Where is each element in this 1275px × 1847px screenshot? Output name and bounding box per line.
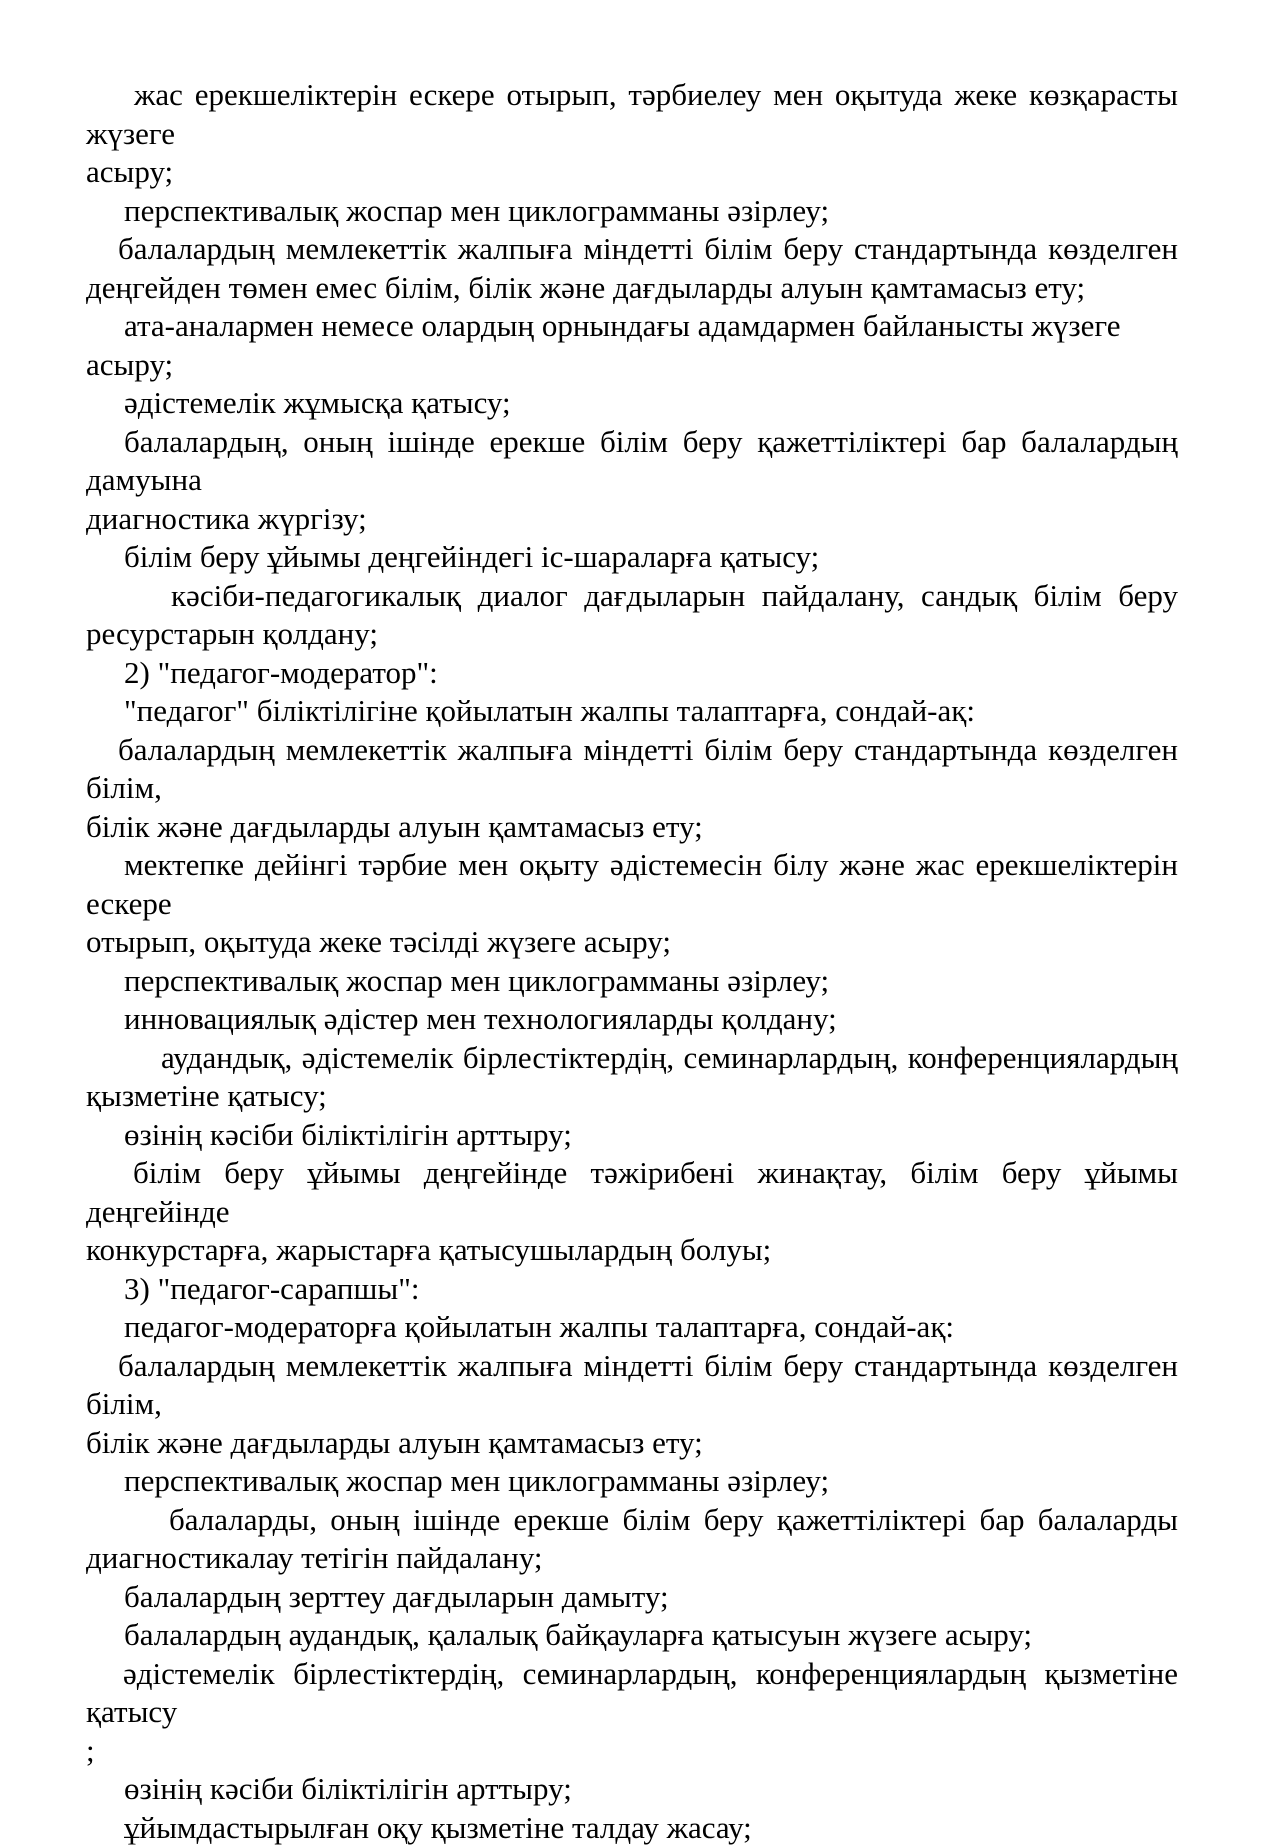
document-text-body xyxy=(86,76,1178,1847)
text-line-24: білім беру ұйымы деңгейінде тәжірибені жинақтау, білім беру ұйымы деңгейінде xyxy=(86,1154,1178,1231)
text-line-30: перспективалық жоспар мен циклограмманы әзірлеу; xyxy=(86,1462,1178,1501)
text-line-34: балалардың аудандық, қалалық байқауларға қатысуын жүзеге асыру; xyxy=(86,1616,1178,1655)
text-line-35: әдістемелік бірлестіктердің, семинарлардың, конференциялардың қызметіне қатысу xyxy=(86,1655,1178,1732)
text-line-9: диагностика жүргізу; xyxy=(86,500,1178,539)
text-line-11: кәсіби-педагогикалық диалог дағдыларын пайдалану, сандық білім беру xyxy=(86,577,1178,616)
text-line-10: білім беру ұйымы деңгейіндегі іс-шараларға қатысу; xyxy=(86,538,1178,577)
text-line-14: "педагог" біліктілігіне қойылатын жалпы талаптарға, сондай-ақ: xyxy=(86,692,1178,731)
text-line-27: педагог-модераторға қойылатын жалпы талаптарға, сондай-ақ: xyxy=(86,1308,1178,1347)
text-line-38: ұйымдастырылған оқу қызметіне талдау жасау; xyxy=(86,1809,1178,1847)
text-line-16: білік және дағдыларды алуын қамтамасыз ету; xyxy=(86,808,1178,847)
text-line-4: балалардың мемлекеттік жалпыға міндетті білім беру стандартында көзделген xyxy=(86,230,1178,269)
text-line-6: ата-аналармен немесе олардың орнындағы адамдармен байланысты жүзеге асыру; xyxy=(86,307,1178,384)
text-line-19: перспективалық жоспар мен циклограмманы әзірлеу; xyxy=(86,962,1178,1001)
text-line-23: өзінің кәсіби біліктілігін арттыру; xyxy=(86,1116,1178,1155)
text-line-29: білік және дағдыларды алуын қамтамасыз ету; xyxy=(86,1424,1178,1463)
text-line-26: 3) "педагог-сарапшы": xyxy=(86,1270,1178,1309)
text-line-13: 2) "педагог-модератор": xyxy=(86,654,1178,693)
text-line-3: перспективалық жоспар мен циклограмманы әзірлеу; xyxy=(86,192,1178,231)
text-line-33: балалардың зерттеу дағдыларын дамыту; xyxy=(86,1578,1178,1617)
text-line-21: аудандық, әдістемелік бірлестіктердің, семинарлардың, конференциялардың xyxy=(86,1039,1178,1078)
text-line-20: инновациялық әдістер мен технологияларды қолдану; xyxy=(86,1000,1178,1039)
text-line-17: мектепке дейінгі тәрбие мен оқыту әдістемесін білу және жас ерекшеліктерін ескере xyxy=(86,846,1178,923)
text-line-25: конкурстарға, жарыстарға қатысушылардың болуы; xyxy=(86,1231,1178,1270)
text-line-32: диагностикалау тетігін пайдалану; xyxy=(86,1539,1178,1578)
text-line-22: қызметіне қатысу; xyxy=(86,1077,1178,1116)
text-line-31: балаларды, оның ішінде ерекше білім беру қажеттіліктері бар балаларды xyxy=(86,1501,1178,1540)
text-line-5: деңгейден төмен емес білім, білік және дағдыларды алуын қамтамасыз ету; xyxy=(86,269,1178,308)
text-line-1: жас ерекшеліктерін ескере отырып, тәрбиелеу мен оқытуда жеке көзқарасты жүзеге xyxy=(86,76,1178,153)
text-line-37: өзінің кәсіби біліктілігін арттыру; xyxy=(86,1770,1178,1809)
text-line-15: балалардың мемлекеттік жалпыға міндетті білім беру стандартында көзделген білім, xyxy=(86,731,1178,808)
text-line-12: ресурстарын қолдану; xyxy=(86,615,1178,654)
text-line-18: отырып, оқытуда жеке тәсілді жүзеге асыру; xyxy=(86,923,1178,962)
text-line-28: балалардың мемлекеттік жалпыға міндетті білім беру стандартында көзделген білім, xyxy=(86,1347,1178,1424)
text-line-7: әдістемелік жұмысқа қатысу; xyxy=(86,384,1178,423)
text-line-2: асыру; xyxy=(86,153,1178,192)
text-line-36: ; xyxy=(86,1732,1178,1771)
text-line-8: балалардың, оның ішінде ерекше білім беру қажеттіліктері бар балалардың дамуына xyxy=(86,423,1178,500)
